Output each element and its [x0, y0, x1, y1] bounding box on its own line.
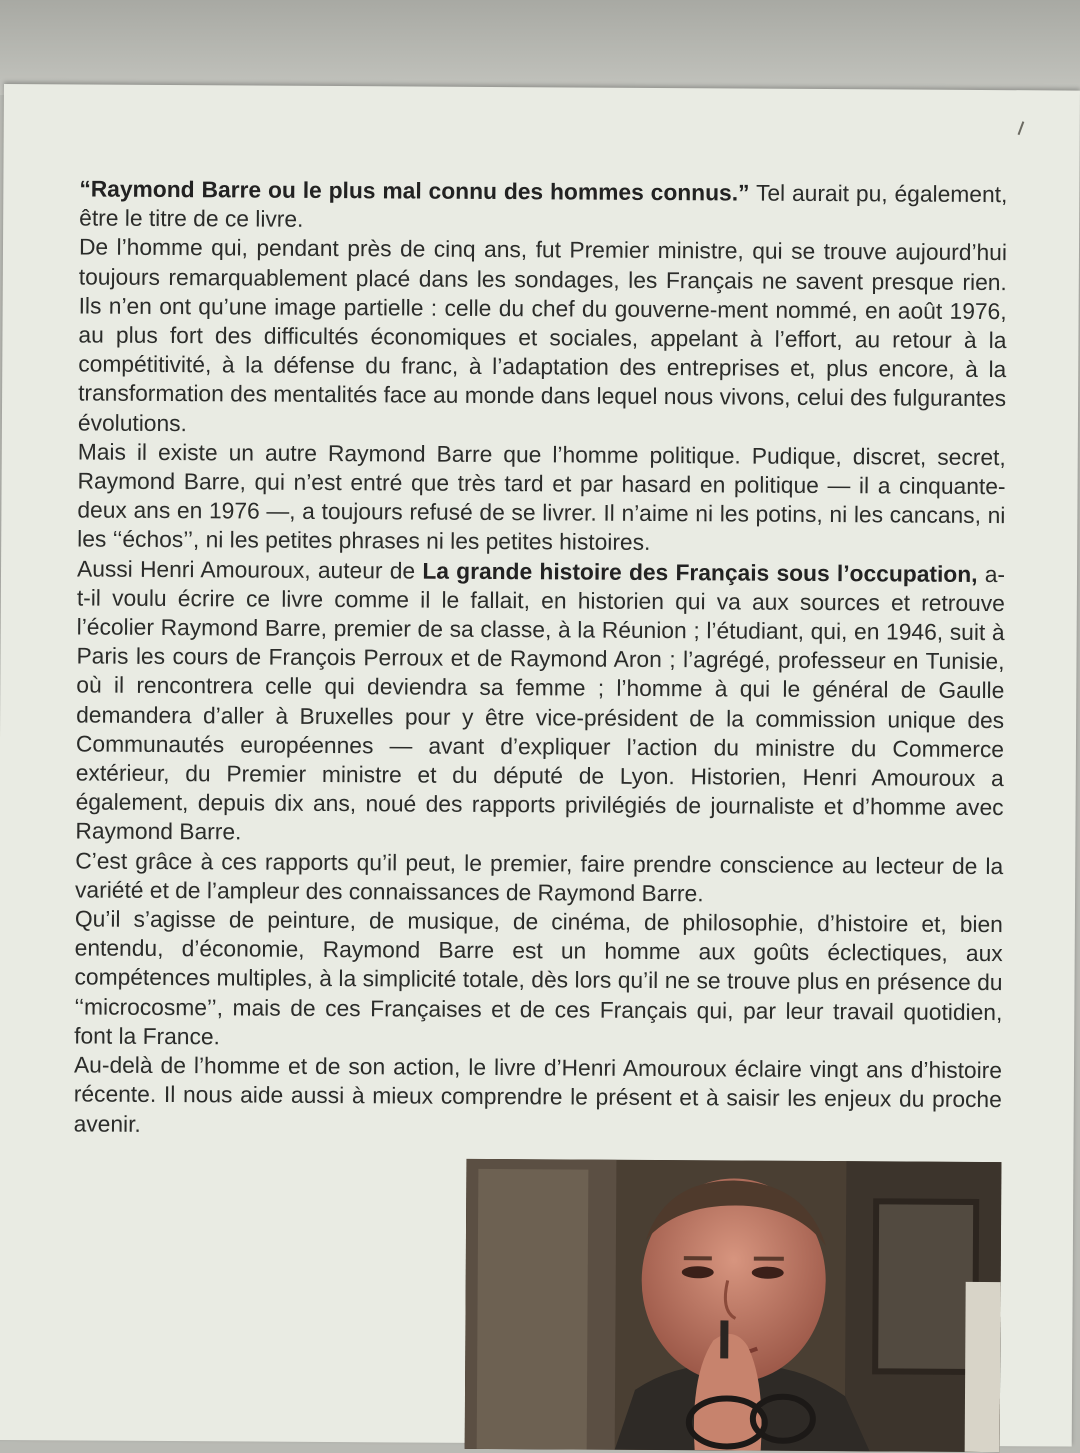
blurb-paragraph-3: Mais il existe un autre Raymond Barre que l’homme politique. Pudique, discret, secret, Raymond Barre, qui n’est entré que très tard et par hasard en politique — il a cinquante-deux ans en 1976 —, a toujours refusé de se livrer. Il n’aime ni les potins, ni les cancans, ni les ‘‘échos’’, ni les petites phrases ni les petites histoires.: [77, 438, 1006, 556]
blurb-paragraph-7: Au-delà de l’homme et de son action, le livre d’Henri Amouroux éclaire vingt ans d’histoire récente. Il nous aide aussi à mieux comprendre le présent et à saisir les enjeux du proche avenir.: [73, 1051, 1003, 1137]
blurb-paragraph-2: De l’homme qui, pendant près de cinq ans, fut Premier ministre, qui se trouve aujourd’hui toujours remarquablement placé dans les sondages, les Français ne savent presque rien. Ils n’en ont qu’une image partielle : celle du chef du gouverne-ment nommé, en août 1976, au plus fort des difficultés économiques et sociales, appelant à l’effort, au retour à la compétitivité, à la défense du franc, à l’adaptation des entreprises et, plus encore, à la transformation des mentalités face au monde dans lequel nous vivons, celui des fulgurantes évolutions.: [77, 233, 1008, 436]
blurb-paragraph-5: C’est grâce à ces rapports qu’il peut, le premier, faire prendre conscience au lecteur de la variété et de l’ampleur des connaissances de Raymond Barre.: [75, 847, 1004, 907]
blurb-text: [74, 174, 1008, 1143]
author-photo: [465, 1159, 1002, 1452]
paragraph-4-rest: a-t-il voulu écrire ce livre comme il le fallait, en historien qui va aux sources et retrouve l’écolier Raymond Barre, premier de sa classe, à la Réunion ; l’étudiant, qui, en 1946, suit à Paris les cours de François Perroux et de Raymond Aron ; l’agrégé, professeur en Tunisie, où il rencontrera celle qui deviendra sa femme ; l’homme à qui le général de Gaulle demandera d’aller à Bruxelles pour y être vice-président de la commission unique des Communautés européennes — avant d’expliquer l’action du ministre du Commerce extérieur, du Premier ministre et du député de Lyon. Historien, Henri Amouroux a également, depuis dix ans, noué des rapports privilégiés de journaliste et d’homme avec Raymond Barre.: [75, 560, 1006, 845]
quote-title: “Raymond Barre ou le plus mal connu des hommes connus.”: [79, 175, 750, 206]
paragraph-1-rest: Tel aurait pu, également, être le titre de ce livre.: [79, 179, 1008, 233]
blurb-paragraph-6: Qu’il s’agisse de peinture, de musique, de cinéma, de philosophie, d’histoire et, bien entendu, d’économie, Raymond Barre est un homme aux goûts éclectiques, aux compétences multiples, à la simplicité totale, dès lors qu’il ne se trouve plus en présence du ‘‘microcosme’’, mais de ces Françaises et de ces Français qui, par leur travail quotidien, font la France.: [74, 905, 1003, 1050]
background-surface: [0, 0, 1080, 95]
blurb-paragraph-4: [75, 554, 1005, 852]
book-title: La grande histoire des Français sous l’occupation,: [422, 557, 978, 587]
author-photo-illustration: [465, 1159, 1002, 1452]
book-back-cover: [0, 84, 1080, 1447]
paragraph-4-lead: Aussi Henri Amouroux, auteur de: [76, 555, 423, 584]
blurb-paragraph-1: [79, 174, 1007, 238]
ink-mark: [1018, 121, 1030, 137]
